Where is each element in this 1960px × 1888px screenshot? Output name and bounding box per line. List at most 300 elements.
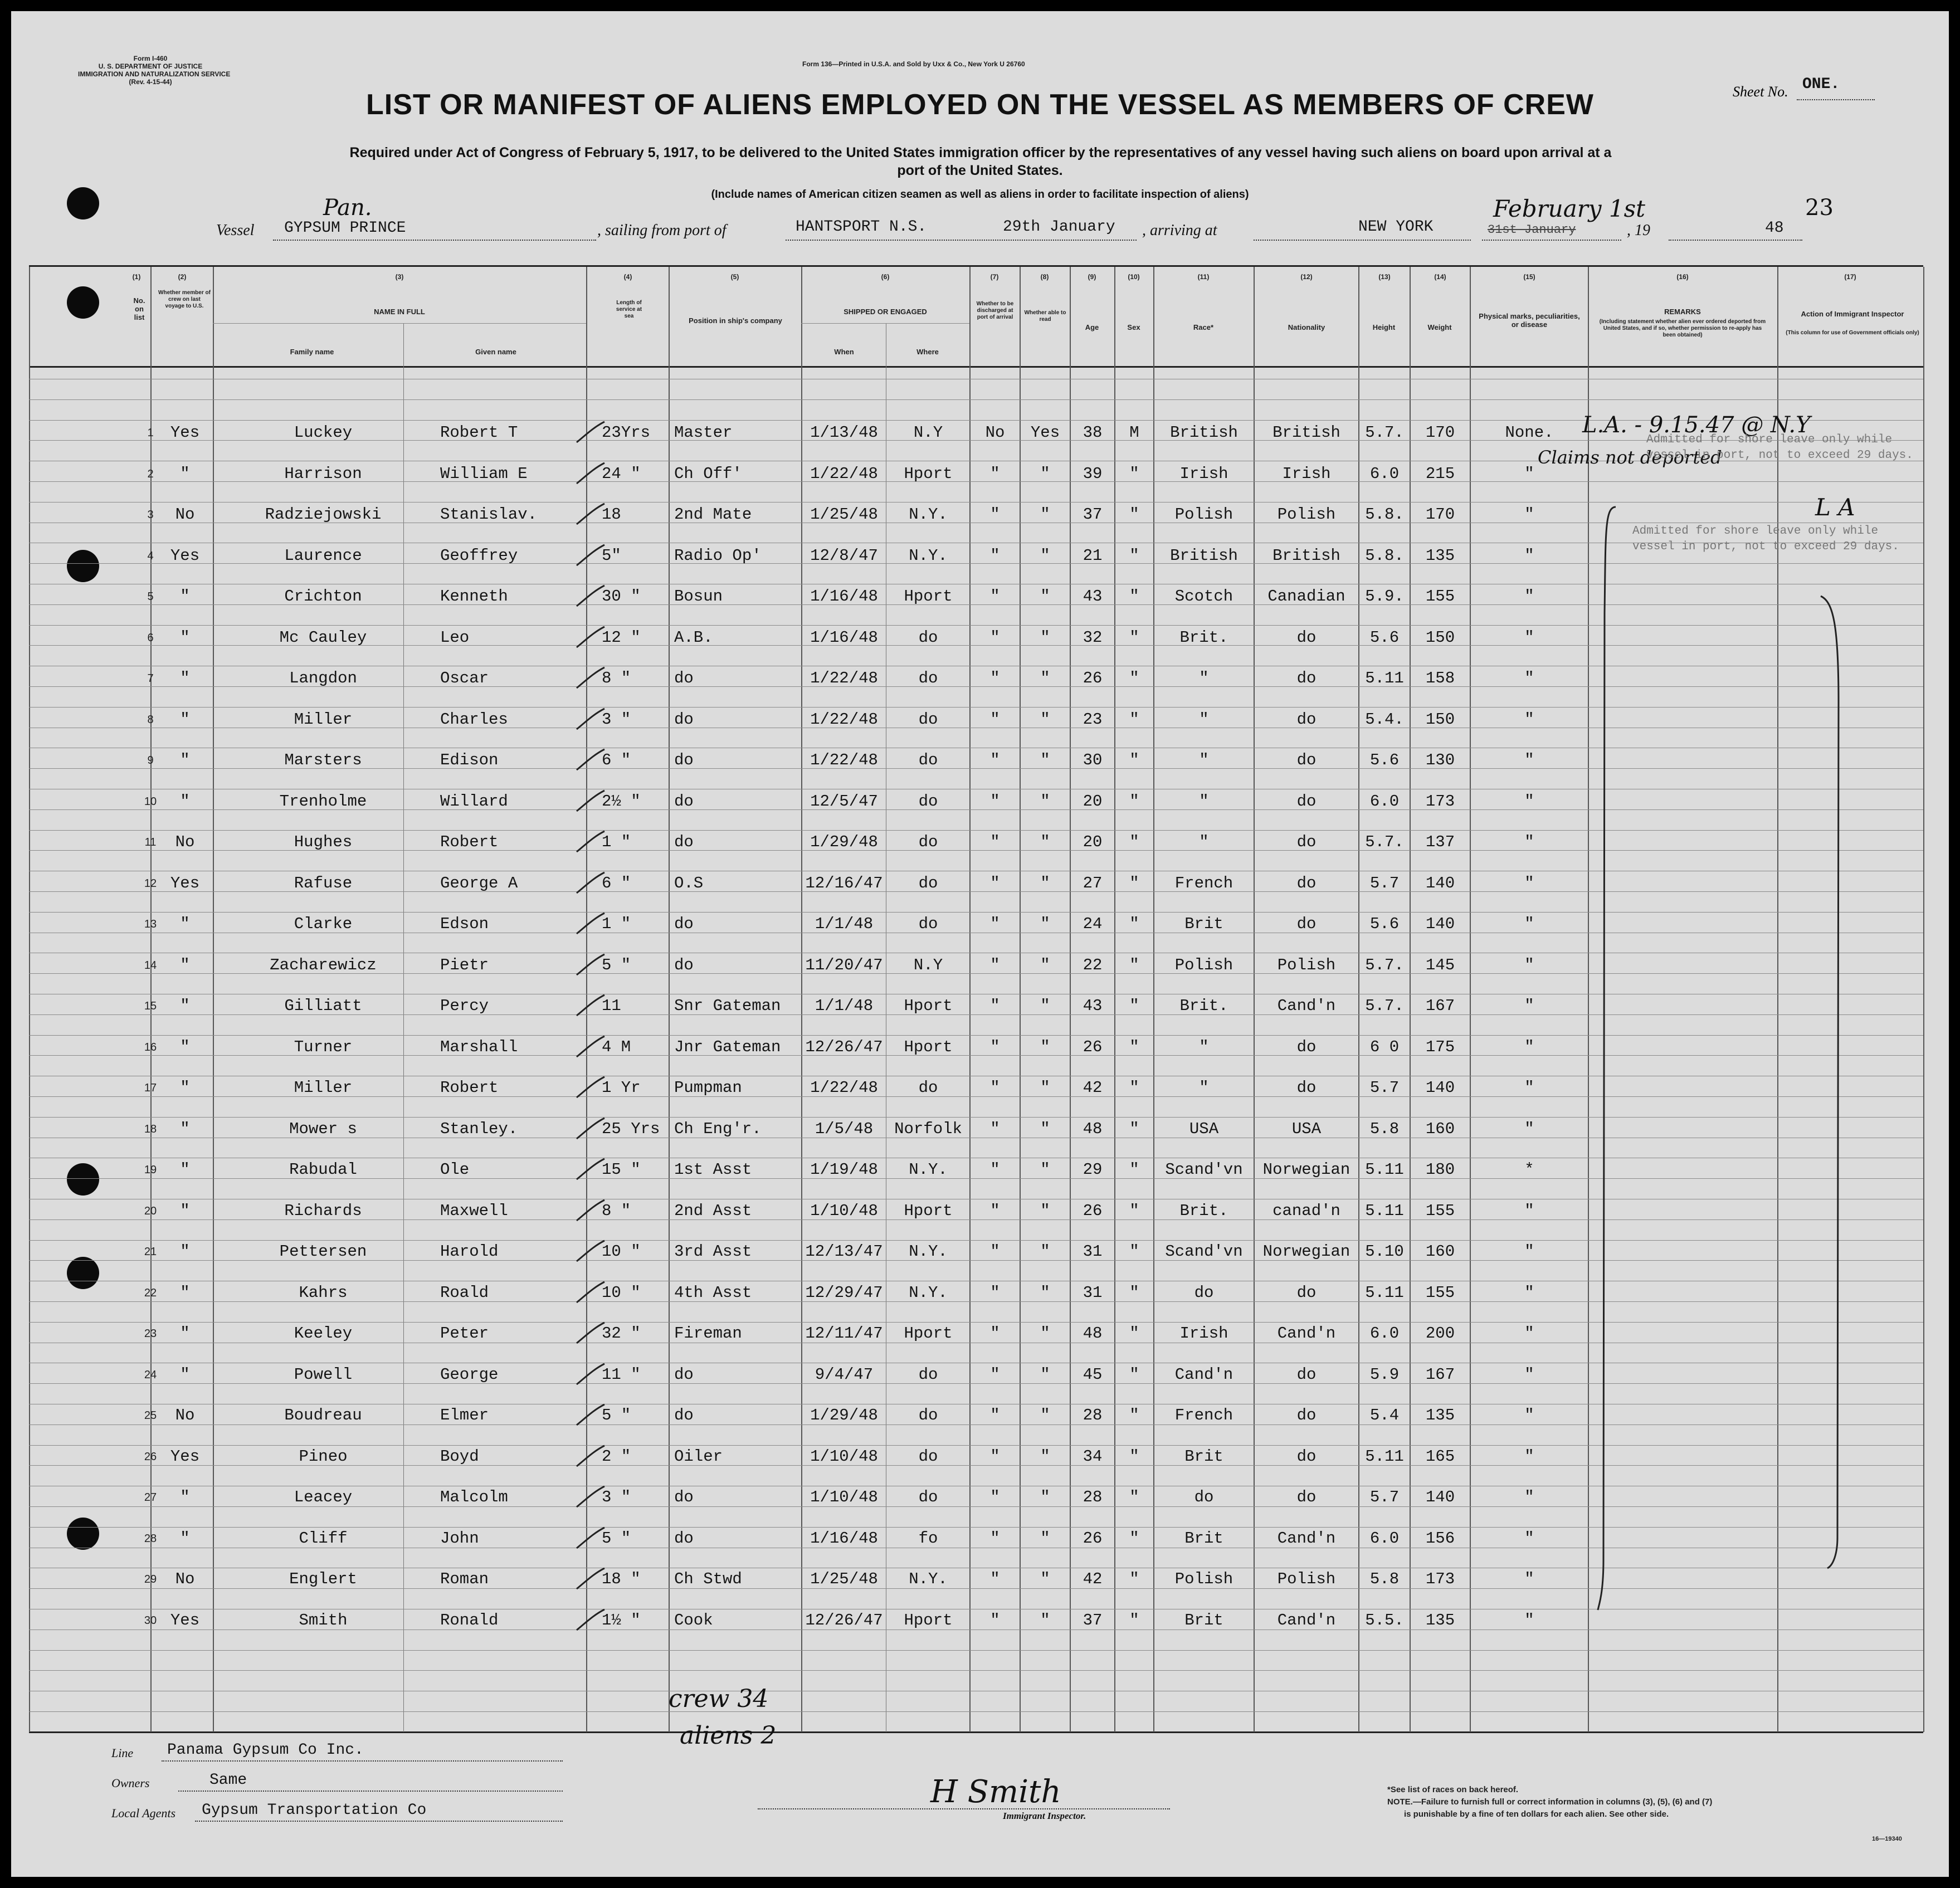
year-prefix: , 19 [1627,222,1650,239]
position: 2nd Mate [674,505,752,524]
check-mark [574,419,607,447]
race: Cand'n [1174,1365,1233,1384]
weight: 215 [1425,465,1455,483]
check-mark [574,788,607,816]
able-to-read: " [1040,1079,1050,1097]
physical-marks: " [1524,1120,1534,1138]
given-name: Harold [440,1242,499,1261]
table-top-border [29,265,1923,267]
form-number: Form I-460 [133,55,168,62]
race: " [1199,669,1209,687]
manifest-sheet [11,11,1949,1877]
check-mark [574,1361,607,1389]
shipped-when: 1/16/48 [810,1529,878,1548]
shipped-when: 1/22/48 [810,710,878,729]
service-length: 15 " [602,1160,641,1179]
race: French [1174,874,1233,892]
include-note: (Include names of American citizen seamen as well as aliens in order to facilitate inspection of aliens) [711,188,1249,201]
nationality: Cand'n [1277,1324,1336,1343]
discharged: " [990,1570,1000,1588]
race: do [1194,1488,1214,1506]
row-number: 16 [144,1041,157,1053]
col-num-1: (1) [132,273,141,281]
shipped-when: 1/5/48 [815,1120,874,1138]
age: 23 [1083,710,1103,729]
shipped-when: 12/16/47 [805,874,883,892]
last-voyage: " [180,710,190,729]
rule-line [29,1322,1923,1323]
shipped-where: do [918,792,938,811]
shipped-when: 1/29/48 [810,1406,878,1424]
punch-hole [67,286,99,319]
discharged: " [990,505,1000,524]
race: USA [1189,1120,1219,1138]
age: 20 [1083,792,1103,811]
arrival-date-handwritten: February 1st [1493,195,1646,222]
check-mark [574,1279,607,1307]
able-to-read: " [1040,1488,1050,1506]
check-mark [574,870,607,897]
shipped-where: do [918,628,938,647]
given-name: Peter [440,1324,489,1343]
service-length: 5 " [602,1529,631,1548]
col-num-4: (4) [623,273,632,281]
nationality: Polish [1277,956,1336,974]
shipped-where: do [918,1365,938,1384]
shipped-when: 1/1/48 [815,997,874,1015]
nationality: do [1296,669,1317,687]
able-to-read: " [1040,505,1050,524]
subhead-remarks-note: (Including statement whether alien ever ordered deported from United States, and if so, whether permission to re-apply has been obtained) [1599,319,1766,338]
discharged: No [985,423,1005,442]
weight: 167 [1425,1365,1455,1384]
check-mark [574,1156,607,1184]
punch-hole [67,1257,99,1289]
rule-line [29,830,1923,831]
last-voyage: No [175,1406,195,1424]
sex: " [1129,1529,1139,1548]
family-name: Mc Cauley [279,628,367,647]
nationality: Polish [1277,505,1336,524]
height: 6.0 [1369,1324,1400,1343]
sailing-label: , sailing from port of [597,222,727,239]
nationality: do [1296,751,1317,769]
family-name: Boudreau [284,1406,362,1424]
last-voyage: " [180,751,190,769]
race: Brit. [1179,1202,1228,1220]
row-number: 9 [147,754,154,767]
given-name: Charles [440,710,508,729]
nationality: canad'n [1272,1202,1340,1220]
given-name: Edison [440,751,499,769]
remarks-handwritten-1: L.A. - 9.15.47 @ N.Y [1582,412,1811,438]
given-name: Ole [440,1160,470,1179]
sex: " [1129,587,1139,606]
last-voyage: Yes [170,423,200,442]
position: 1st Asst [674,1160,752,1179]
physical-marks: " [1524,1324,1534,1343]
height: 5.7 [1369,1079,1400,1097]
physical-marks: " [1524,1242,1534,1261]
height: 5.9. [1365,587,1404,606]
age: 45 [1083,1365,1103,1384]
discharged: " [990,1079,1000,1097]
family-name: Smith [299,1611,348,1630]
rule-line [29,1650,1923,1651]
shipped-when: 1/1/48 [815,915,874,933]
age: 28 [1083,1488,1103,1506]
service-length: 5" [602,547,621,565]
last-voyage: Yes [170,1447,200,1466]
given-name: Willard [440,792,508,811]
shipped-where: Hport [904,1038,953,1056]
race: Polish [1174,1570,1233,1588]
subhead-family: Family name [290,348,334,356]
shipped-when: 1/22/48 [810,1079,878,1097]
weight: 135 [1425,1406,1455,1424]
check-mark [574,665,607,692]
race: Brit [1184,1529,1223,1548]
col-line [213,267,214,1732]
shipped-where: N.Y. [909,1160,948,1179]
shipped-when: 12/26/47 [805,1038,883,1056]
shipped-when: 12/29/47 [805,1284,883,1302]
shipped-where: do [918,915,938,933]
height: 6.0 [1369,1529,1400,1548]
age: 42 [1083,1570,1103,1588]
shipped-when: 11/20/47 [805,956,883,974]
height: 5.9 [1369,1365,1400,1384]
given-name: Stanislav. [440,505,538,524]
age: 22 [1083,956,1103,974]
family-name: Rabudal [289,1160,357,1179]
discharged: " [990,1202,1000,1220]
col-head-race: Race* [1193,323,1214,331]
discharged: " [990,1447,1000,1466]
col-num-2: (2) [178,273,187,281]
check-mark [574,1443,607,1471]
weight: 173 [1425,792,1455,811]
height: 5.7. [1365,956,1404,974]
row-number: 12 [144,877,157,890]
discharged: " [990,874,1000,892]
shipped-when: 1/25/48 [810,1570,878,1588]
shipped-where: N.Y. [909,1570,948,1588]
position: Jnr Gateman [674,1038,781,1056]
shipped-where: Hport [904,1324,953,1343]
service-length: 2 " [602,1447,631,1466]
last-voyage: " [180,1324,190,1343]
footnote-3: is punishable by a fine of ten dollars for each alien. See other side. [1404,1809,1669,1819]
physical-marks: " [1524,1365,1534,1384]
check-mark [574,542,607,570]
row-number: 10 [144,796,157,808]
position: Cook [674,1611,713,1630]
last-voyage: " [180,669,190,687]
col-head-read: Whether able to read [1024,310,1066,323]
col-num-12: (12) [1300,273,1313,281]
last-voyage: " [180,792,190,811]
family-name: Kahrs [299,1284,348,1302]
rule-line [29,1506,1923,1507]
family-name: Laurence [284,547,362,565]
age: 48 [1083,1324,1103,1343]
shipped-when: 1/22/48 [810,751,878,769]
last-voyage: " [180,997,190,1015]
race: Polish [1174,505,1233,524]
age: 26 [1083,1202,1103,1220]
row-number: 15 [144,1000,157,1012]
age: 26 [1083,1038,1103,1056]
position: do [674,669,694,687]
service-length: 5 " [602,956,631,974]
able-to-read: " [1040,1324,1050,1343]
service-length: 23Yrs [602,423,651,442]
service-length: 1 " [602,833,631,851]
height: 6.0 [1369,792,1400,811]
rule-line [29,1117,1923,1118]
sex: " [1129,1160,1139,1179]
sex: " [1129,465,1139,483]
able-to-read: " [1040,833,1050,851]
able-to-read: " [1040,587,1050,606]
race: " [1199,1038,1209,1056]
service-length: 10 " [602,1242,641,1261]
weight: 150 [1425,710,1455,729]
last-voyage: " [180,1529,190,1548]
discharged: " [990,547,1000,565]
shipped-when: 12/5/47 [810,792,878,811]
sex: " [1129,997,1139,1015]
family-name: Pineo [299,1447,348,1466]
subhead-given: Given name [475,348,516,356]
footnote-1: *See list of races on back hereof. [1387,1785,1519,1794]
rule-line [29,1527,1923,1528]
nationality: do [1296,874,1317,892]
shipped-when: 1/29/48 [810,833,878,851]
shipped-where: N.Y. [909,1242,948,1261]
physical-marks: " [1524,956,1534,974]
sex: " [1129,1202,1139,1220]
race: British [1170,547,1238,565]
arrival-date-struck: 31st January [1488,223,1576,237]
remarks-stamp: Admitted for shore leave only while vessel in port, not to exceed 29 days. [1632,525,1899,553]
col-head-physical: Physical marks, peculiarities, or disease [1479,312,1580,329]
age: 38 [1083,423,1103,442]
weight: 160 [1425,1120,1455,1138]
discharged: " [990,1120,1000,1138]
shipped-where: Hport [904,587,953,606]
sex: " [1129,547,1139,565]
weight: 135 [1425,1611,1455,1630]
family-name: Mower s [289,1120,357,1138]
nationality: Cand'n [1277,997,1336,1015]
position: Ch Off' [674,465,742,483]
row-number: 26 [144,1451,157,1463]
family-name: Richards [284,1202,362,1220]
family-name: Langdon [289,669,357,687]
nationality: Canadian [1267,587,1345,606]
weight: 170 [1425,423,1455,442]
col-head-nationality: Nationality [1288,323,1325,331]
col-num-14: (14) [1434,273,1446,281]
able-to-read: " [1040,628,1050,647]
last-voyage: " [180,1202,190,1220]
family-name: Cliff [299,1529,348,1548]
shipped-subhead-line [801,323,969,324]
able-to-read: " [1040,1284,1050,1302]
row-number: 3 [147,509,154,521]
sex: " [1129,1120,1139,1138]
check-mark [574,910,607,938]
rule-line [29,1240,1923,1241]
col-head-last-voyage: Whether member of crew on last voyage to U.S. [158,290,211,309]
row-number: 7 [147,672,154,685]
check-mark [574,1525,607,1553]
rule-line [29,1588,1923,1589]
sex: " [1129,1611,1139,1630]
physical-marks: " [1524,1202,1534,1220]
able-to-read: " [1040,1406,1050,1424]
nationality: USA [1291,1120,1322,1138]
age: 29 [1083,1160,1103,1179]
nationality: British [1272,547,1340,565]
last-voyage: No [175,833,195,851]
age: 20 [1083,833,1103,851]
position: do [674,1365,694,1384]
col-head-weight: Weight [1427,323,1452,331]
race: Brit [1184,1447,1223,1466]
department: U. S. DEPARTMENT OF JUSTICE [98,62,203,70]
height: 5.6 [1369,628,1400,647]
physical-marks: * [1524,1160,1534,1179]
footnote-2: NOTE.—Failure to furnish full or correct information in columns (3), (5), (6) and (7) [1387,1797,1713,1807]
race: Irish [1179,1324,1228,1343]
able-to-read: " [1040,1120,1050,1138]
position: Oiler [674,1447,723,1466]
col-head-service: Length of service at sea [616,300,642,319]
given-name: Percy [440,997,489,1015]
given-name: William E [440,465,528,483]
discharged: " [990,587,1000,606]
last-voyage: No [175,1570,195,1588]
age: 42 [1083,1079,1103,1097]
last-voyage: " [180,465,190,483]
height: 5.8 [1369,1120,1400,1138]
able-to-read: " [1040,1202,1050,1220]
position: do [674,833,694,851]
sex: " [1129,505,1139,524]
shipped-when: 1/16/48 [810,628,878,647]
physical-marks: " [1524,1529,1534,1548]
race: " [1199,792,1209,811]
weight: 156 [1425,1529,1455,1548]
height: 6 0 [1369,1038,1400,1056]
required-line-1: Required under Act of Congress of February 5, 1917, to be delivered to the United States immigration officer by the representatives of any vessel having such aliens on board upon arrival at a [349,145,1612,160]
discharged: " [990,833,1000,851]
service-length: 4 M [602,1038,631,1056]
given-name: Robert [440,833,499,851]
able-to-read: " [1040,956,1050,974]
shipped-where: Hport [904,997,953,1015]
col-num-17: (17) [1844,273,1856,281]
height: 5.11 [1365,1160,1404,1179]
service-length: 25 Yrs [602,1120,660,1138]
name-subhead-line [213,323,586,324]
service-length: 3 " [602,1488,631,1506]
discharged: " [990,465,1000,483]
service-length: 6 " [602,751,631,769]
row-number: 28 [144,1533,157,1545]
weight: 200 [1425,1324,1455,1343]
position: Bosun [674,587,723,606]
weight: 155 [1425,1284,1455,1302]
sailing-date: 29th January [1003,218,1115,236]
service-length: 1 Yr [602,1079,641,1097]
physical-marks: " [1524,587,1534,606]
discharged: " [990,1365,1000,1384]
col-line [1777,267,1778,1732]
height: 5.7. [1365,833,1404,851]
row-number: 11 [144,836,157,848]
nationality: do [1296,915,1317,933]
arrival-date-underline [1482,240,1621,241]
shipped-when: 1/10/48 [810,1447,878,1466]
weight: 140 [1425,874,1455,892]
physical-marks: " [1524,710,1534,729]
weight: 173 [1425,1570,1455,1588]
owners-value: Same [209,1772,247,1789]
given-name: Kenneth [440,587,508,606]
check-mark [574,624,607,652]
agents-underline [195,1821,563,1822]
height: 5.10 [1365,1242,1404,1261]
race: British [1170,423,1238,442]
age: 43 [1083,997,1103,1015]
physical-marks: " [1524,1447,1534,1466]
nationality: do [1296,1488,1317,1506]
physical-marks: " [1524,1488,1534,1506]
physical-marks: " [1524,915,1534,933]
sex: " [1129,1406,1139,1424]
given-name: Edson [440,915,489,933]
age: 21 [1083,547,1103,565]
age: 26 [1083,669,1103,687]
tally-aliens: aliens 2 [680,1721,777,1750]
family-name: Turner [294,1038,353,1056]
arrival-port: NEW YORK [1358,218,1434,236]
agents-value: Gypsum Transportation Co [202,1802,427,1819]
shipped-when: 1/19/48 [810,1160,878,1179]
physical-marks: " [1524,997,1534,1015]
sex: " [1129,915,1139,933]
row-number: 20 [144,1205,157,1217]
shipped-when: 1/13/48 [810,423,878,442]
position: Ch Eng'r. [674,1120,762,1138]
given-name: Pietr [440,956,489,974]
family-name: Luckey [294,423,353,442]
required-line-2: port of the United States. [897,163,1063,178]
race: Scand'vn [1165,1242,1243,1261]
remarks-handwritten-2: Claims not deported [1538,447,1722,468]
shipped-where: do [918,669,938,687]
position: 2nd Asst [674,1202,752,1220]
row-number: 24 [144,1369,157,1381]
physical-marks: " [1524,547,1534,565]
sex: " [1129,628,1139,647]
height: 5.11 [1365,1284,1404,1302]
shipped-where: N.Y [913,423,943,442]
